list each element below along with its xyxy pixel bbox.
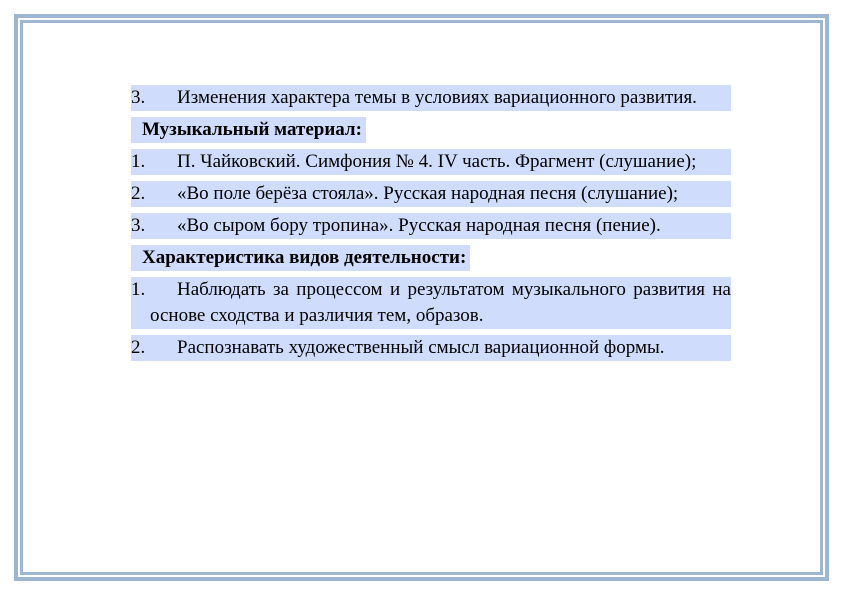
material-heading: Музыкальный материал: [131,117,366,143]
item-text: Наблюдать за процессом и результатом музыкального развития на основе сходства и различия тем, образов. [150,279,731,326]
list-item [131,277,731,329]
item-text: Изменения характера темы в условиях вариационного развития. [177,87,697,108]
activities-heading: Характеристика видов деятельности: [131,245,470,271]
item-number: 3. [131,87,146,108]
item-number: 3. [131,215,146,236]
list-item [131,181,731,207]
item-text: «Во поле берёза стояла». Русская народная песня (слушание); [177,183,679,204]
item-text: Распознавать художественный смысл вариационной формы. [177,337,665,358]
list-item [131,85,731,111]
list-item [131,213,731,239]
item-number: 1. [131,151,146,172]
list-item [131,149,731,175]
item-number: 2. [131,183,146,204]
list-item [131,335,731,361]
item-text: П. Чайковский. Симфония № 4. IV часть. Фрагмент (слушание); [177,151,697,172]
item-text: «Во сыром бору тропина». Русская народная песня (пение). [177,215,661,236]
lesson-content [131,85,731,361]
item-number: 2. [131,337,146,358]
item-number: 1. [131,279,146,300]
